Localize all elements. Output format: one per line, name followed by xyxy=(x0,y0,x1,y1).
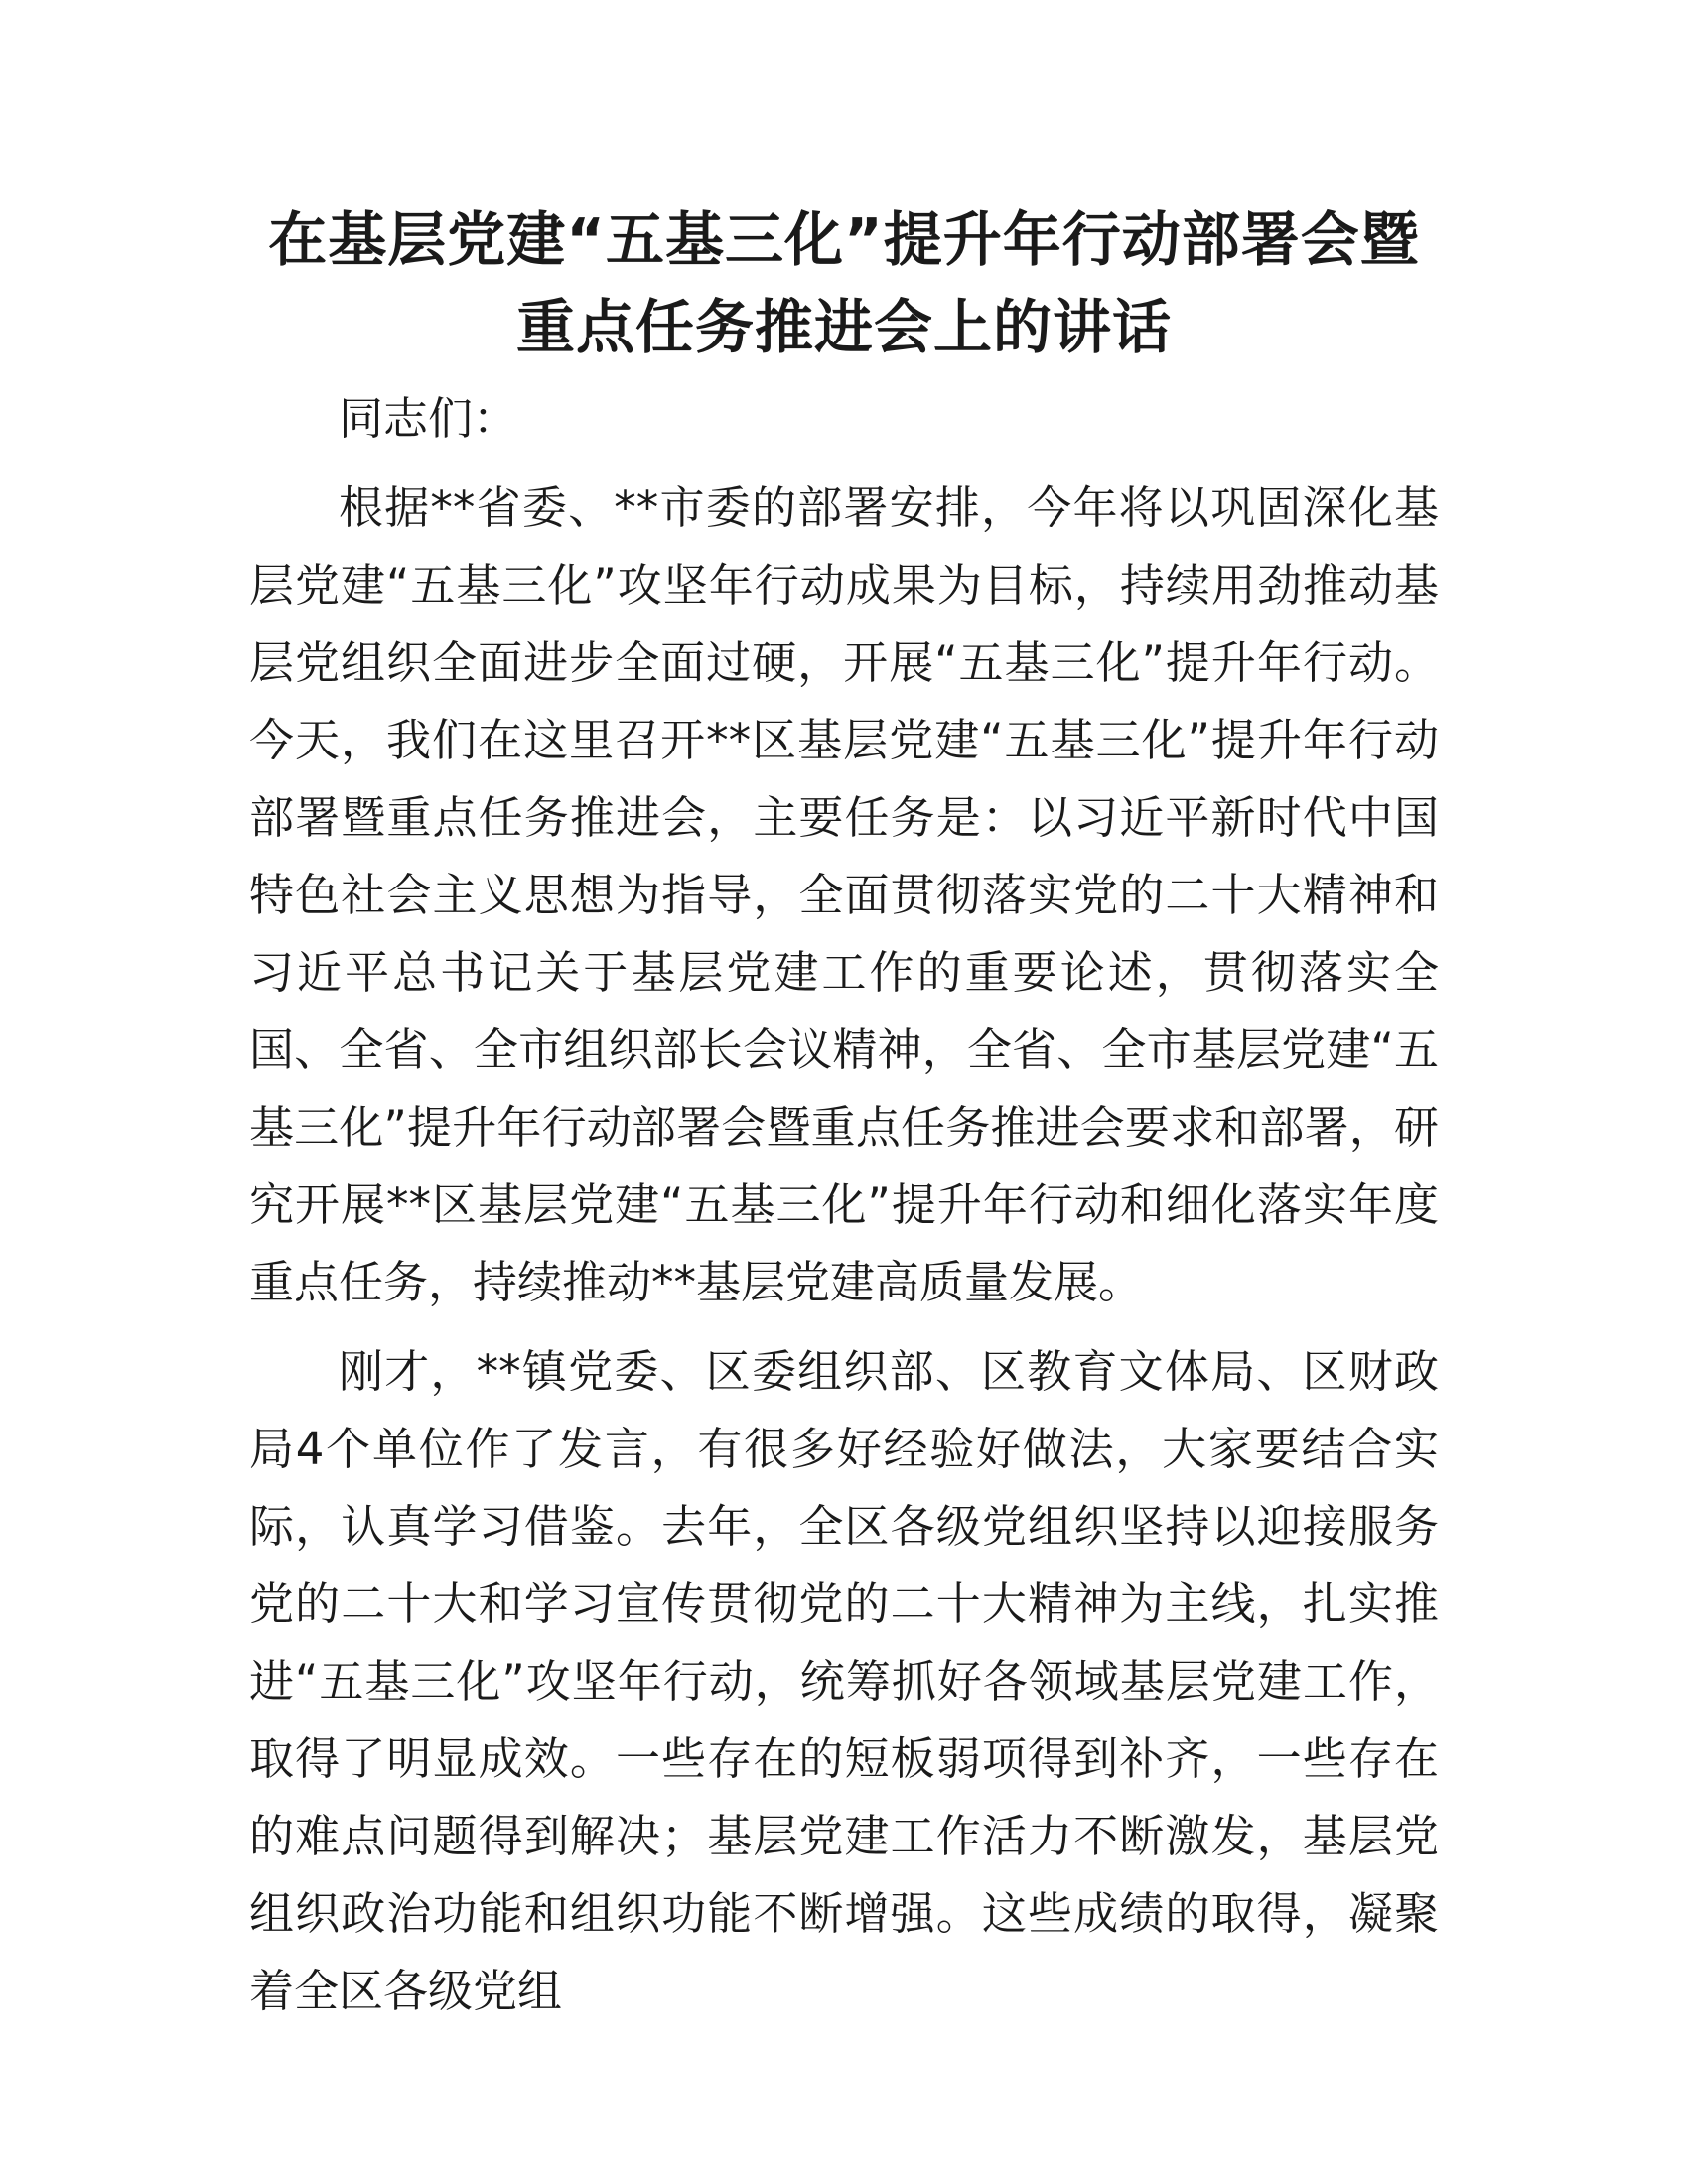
paragraph-1: 根据**省委、**市委的部署安排，今年将以巩固深化基层党建“五基三化”攻坚年行动成果为目标，持续用劲推动基层党组织全面进步全面过硬，开展“五基三化”提升年行动。今天，我们在这里召开**区基层党建“五基三化”提升年行动部署暨重点任务推进会，主要任务是：以习近平新时代中国特色社会主义思想为指导，全面贯彻落实党的二十大精神和习近平总书记关于基层党建工作的重要论述，贯彻落实全国、全省、全市组织部长会议精神，全省、全市基层党建“五基三化”提升年行动部署会暨重点任务推进会要求和部署，研究开展**区基层党建“五基三化”提升年行动和细化落实年度重点任务，持续推动**基层党建高质量发展。 xyxy=(249,481,1439,1308)
document-body xyxy=(249,380,1439,2030)
title-line-2: 重点任务推进会上的讲话 xyxy=(515,293,1172,361)
greeting: 同志们： xyxy=(339,392,518,445)
title-line-1: 在基层党建“五基三化”提升年行动部署会暨 xyxy=(268,205,1420,274)
document-title xyxy=(199,197,1489,371)
paragraph-2: 刚才，**镇党委、区委组织部、区教育文体局、区财政局4个单位作了发言，有很多好经验好做法，大家要结合实际，认真学习借鉴。去年，全区各级党组织坚持以迎接服务党的二十大和学习宣传贯彻党的二十大精神为主线，扎实推进“五基三化”攻坚年行动，统筹抓好各领域基层党建工作，取得了明显成效。一些存在的短板弱项得到补齐，一些存在的难点问题得到解决；基层党建工作活力不断激发，基层党组织政治功能和组织功能不断增强。这些成绩的取得，凝聚着全区各级党组 xyxy=(249,1345,1439,2017)
